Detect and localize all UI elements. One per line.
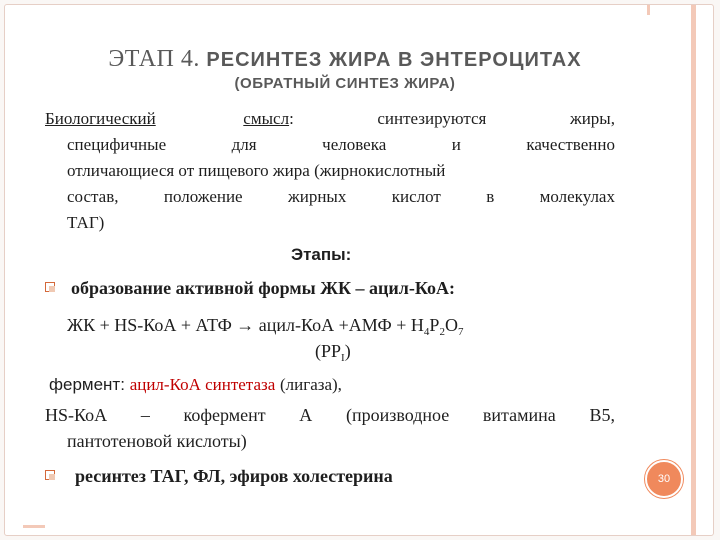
- meaning-word-synthesized: синтезируются: [377, 109, 487, 128]
- title-main: РЕСИНТЕЗ ЖИРА В ЭНТЕРОЦИТАХ: [206, 49, 582, 71]
- title-prefix: ЭТАП 4.: [108, 46, 207, 72]
- coenzyme-w5: витамина: [482, 405, 556, 425]
- meaning-l4-w4: в: [486, 187, 495, 206]
- meaning-l4-w2: жирных: [287, 187, 347, 206]
- coenzyme-w6: В5,: [589, 405, 615, 425]
- meaning-l2-w4: качественно: [526, 135, 615, 154]
- meaning-label-biological: Биологический: [45, 109, 156, 128]
- ppi-sub: I: [341, 352, 345, 364]
- coenzyme-w3: А: [299, 405, 313, 425]
- equation-sub-4: 4: [423, 326, 430, 338]
- meaning-l2-w0: специфичные: [67, 135, 167, 154]
- enzyme-line: [49, 373, 342, 397]
- slide-subtitle: (ОБРАТНЫЙ СИНТЕЗ ЖИРА): [234, 75, 456, 92]
- bullet-2-text: ресинтез ТАГ, ФЛ, эфиров холестерина: [75, 466, 393, 486]
- ppi-close: ): [344, 341, 351, 361]
- meaning-line-5: ТАГ): [67, 213, 105, 232]
- bullet-1-text: образование активной формы ЖК – ацил-КоА:: [71, 278, 456, 298]
- meaning-label-wrap: [243, 107, 294, 131]
- meaning-l4-w3: кислот: [391, 187, 441, 206]
- page-number-badge: [645, 460, 683, 498]
- coenzyme-w1: –: [140, 405, 150, 425]
- meaning-line-4: [67, 185, 615, 209]
- equation-o: O: [444, 315, 458, 335]
- meaning-l2-w2: человека: [322, 135, 387, 154]
- coenzyme-line-1: [45, 403, 615, 427]
- equation-p: P: [429, 315, 440, 335]
- enzyme-class: (лигаза),: [279, 375, 342, 394]
- enzyme-label: фермент: [49, 375, 121, 394]
- meaning-l4-w0: состав,: [67, 187, 119, 206]
- decor-bar-bottom: [23, 525, 45, 528]
- stages-heading: Этапы:: [291, 245, 352, 264]
- bullet-2-icon: [45, 470, 55, 480]
- equation-sub-2: 2: [439, 326, 445, 338]
- equation-ppi: [315, 339, 351, 363]
- slide-frame: [4, 4, 714, 536]
- page-number: 30: [657, 473, 671, 485]
- coenzyme-w0: HS-КоА: [45, 405, 108, 425]
- meaning-line-1: [45, 107, 615, 131]
- equation-left: ЖК + HS-КоА + АТФ → ацил-КоА +АМФ + H: [67, 315, 424, 335]
- coenzyme-line-2: пантотеновой кислоты): [67, 431, 247, 451]
- meaning-l4-w5: молекулах: [539, 187, 615, 206]
- slide-title: [55, 45, 635, 73]
- meaning-colon: :: [289, 109, 294, 128]
- coenzyme-w4: (производное: [345, 405, 450, 425]
- decor-bar-right: [691, 5, 696, 535]
- meaning-l4-w1: положение: [163, 187, 243, 206]
- equation-line: [67, 313, 463, 337]
- ppi-open: (PP: [315, 341, 342, 361]
- decor-bar-top: [647, 5, 650, 15]
- meaning-word-fats: жиры,: [569, 109, 615, 128]
- enzyme-name: ацил-КоА синтетаза: [129, 375, 276, 394]
- meaning-line-3: отличающиеся от пищевого жира (жирнокислотный: [67, 161, 446, 180]
- meaning-l2-w1: для: [231, 135, 257, 154]
- coenzyme-w2: кофермент: [183, 405, 266, 425]
- enzyme-colon: :: [120, 375, 125, 394]
- equation-sub-7: 7: [457, 326, 464, 338]
- meaning-line-2: [67, 133, 615, 157]
- meaning-label-sense: смысл: [243, 109, 290, 128]
- meaning-l2-w3: и: [451, 135, 461, 154]
- bullet-1-icon: [45, 282, 55, 292]
